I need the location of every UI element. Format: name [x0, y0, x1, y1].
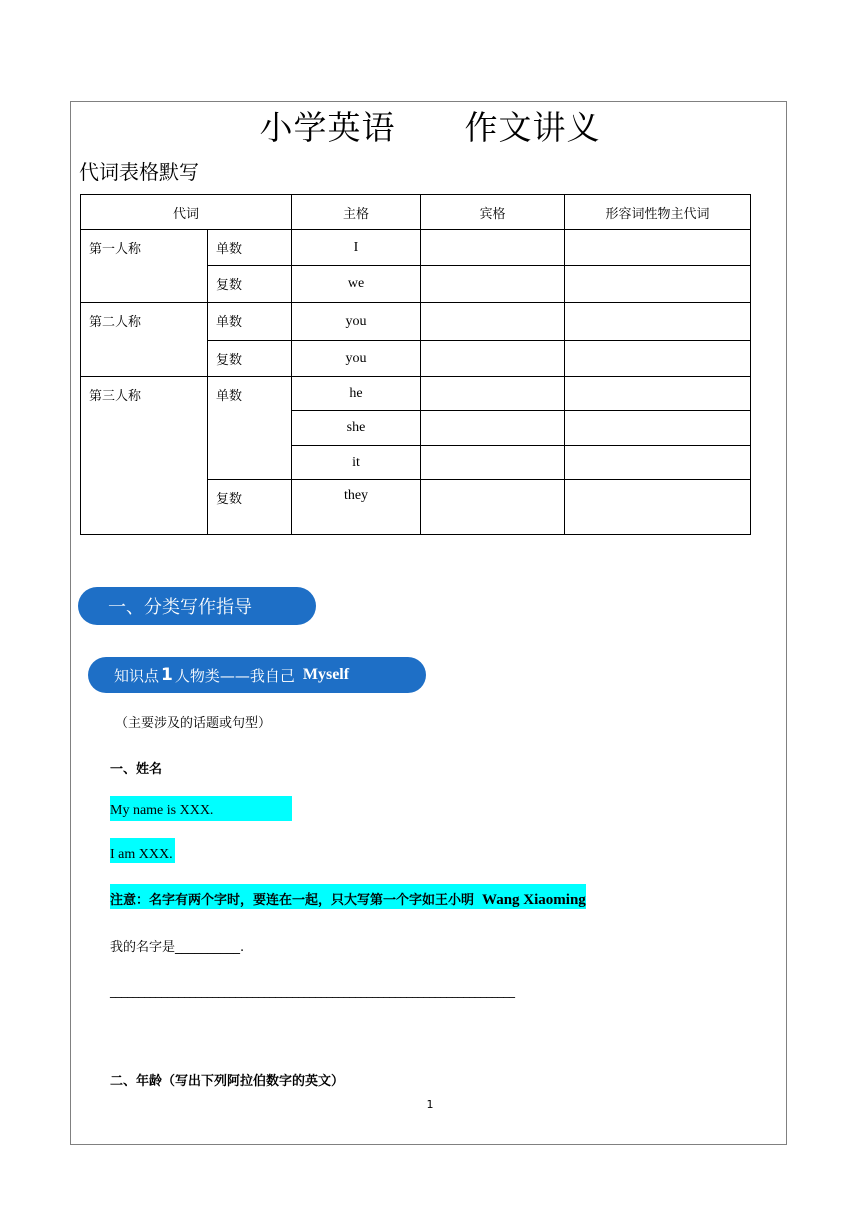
table-header-row — [81, 195, 751, 230]
possessive-blank[interactable] — [565, 266, 751, 303]
object-blank[interactable] — [421, 230, 565, 266]
object-blank[interactable] — [421, 446, 565, 480]
topics-note: （主要涉及的话题或句型） — [115, 716, 272, 731]
number-singular: 单数 — [208, 303, 292, 341]
subject-form: we — [292, 266, 421, 303]
subject-form: I — [292, 230, 421, 266]
number-plural: 复数 — [208, 266, 292, 303]
pronoun-table — [80, 194, 751, 535]
sentence-1: My name is XXX. — [110, 796, 292, 821]
document-title: 小学英语 作文讲义 — [259, 108, 601, 147]
object-blank[interactable] — [421, 303, 565, 341]
header-object: 宾格 — [421, 195, 565, 230]
possessive-blank[interactable] — [565, 303, 751, 341]
object-blank[interactable] — [421, 266, 565, 303]
table-subtitle: 代词表格默写 — [79, 160, 199, 184]
sentence-1-wrap — [110, 794, 292, 819]
exercise-name: 我的名字是__________. — [110, 940, 245, 955]
knowledge-pill — [88, 657, 426, 693]
header-subject: 主格 — [292, 195, 421, 230]
table-row — [81, 230, 751, 266]
knowledge-topic: 人物类——我自己 — [174, 666, 295, 685]
answer-line[interactable]: _______________________________________________________________________ — [110, 984, 515, 998]
subject-form: they — [292, 480, 421, 535]
object-blank[interactable] — [421, 480, 565, 535]
subject-form: he — [292, 377, 421, 411]
heading-age: 二、年龄（写出下列阿拉伯数字的英文） — [110, 1074, 345, 1089]
knowledge-english: Myself — [302, 666, 350, 683]
possessive-blank[interactable] — [565, 411, 751, 446]
knowledge-prefix: 知识点 — [114, 666, 160, 685]
number-plural: 复数 — [208, 480, 292, 535]
number-singular: 单数 — [208, 230, 292, 266]
notice-example: Wang Xiaoming — [474, 884, 586, 909]
subject-form: you — [292, 341, 421, 377]
possessive-blank[interactable] — [565, 446, 751, 480]
header-possessive-adj: 形容词性物主代词 — [565, 195, 751, 230]
possessive-blank[interactable] — [565, 230, 751, 266]
notice-text: 注意：名字有两个字时，要连在一起，只大写第一个字如王小明 — [110, 884, 474, 909]
subject-form: it — [292, 446, 421, 480]
person-second: 第二人称 — [81, 303, 208, 377]
subject-form: she — [292, 411, 421, 446]
object-blank[interactable] — [421, 341, 565, 377]
sentence-2-wrap — [110, 838, 175, 863]
possessive-blank[interactable] — [565, 377, 751, 411]
possessive-blank[interactable] — [565, 480, 751, 535]
section-pill-label: 一、分类写作指导 — [108, 597, 252, 618]
person-first: 第一人称 — [81, 230, 208, 303]
table-row — [81, 377, 751, 411]
subject-form: you — [292, 303, 421, 341]
possessive-blank[interactable] — [565, 341, 751, 377]
number-plural: 复数 — [208, 341, 292, 377]
heading-name: 一、姓名 — [110, 762, 163, 777]
object-blank[interactable] — [421, 377, 565, 411]
notice-line — [110, 884, 586, 909]
object-blank[interactable] — [421, 411, 565, 446]
knowledge-number: 1 — [161, 665, 173, 685]
section-pill — [78, 587, 316, 625]
sentence-2: I am XXX. — [110, 838, 175, 863]
person-third: 第三人称 — [81, 377, 208, 535]
number-singular: 单数 — [208, 377, 292, 480]
page-number: 1 — [426, 1098, 434, 1111]
header-pronoun: 代词 — [81, 195, 292, 230]
table-row — [81, 303, 751, 341]
